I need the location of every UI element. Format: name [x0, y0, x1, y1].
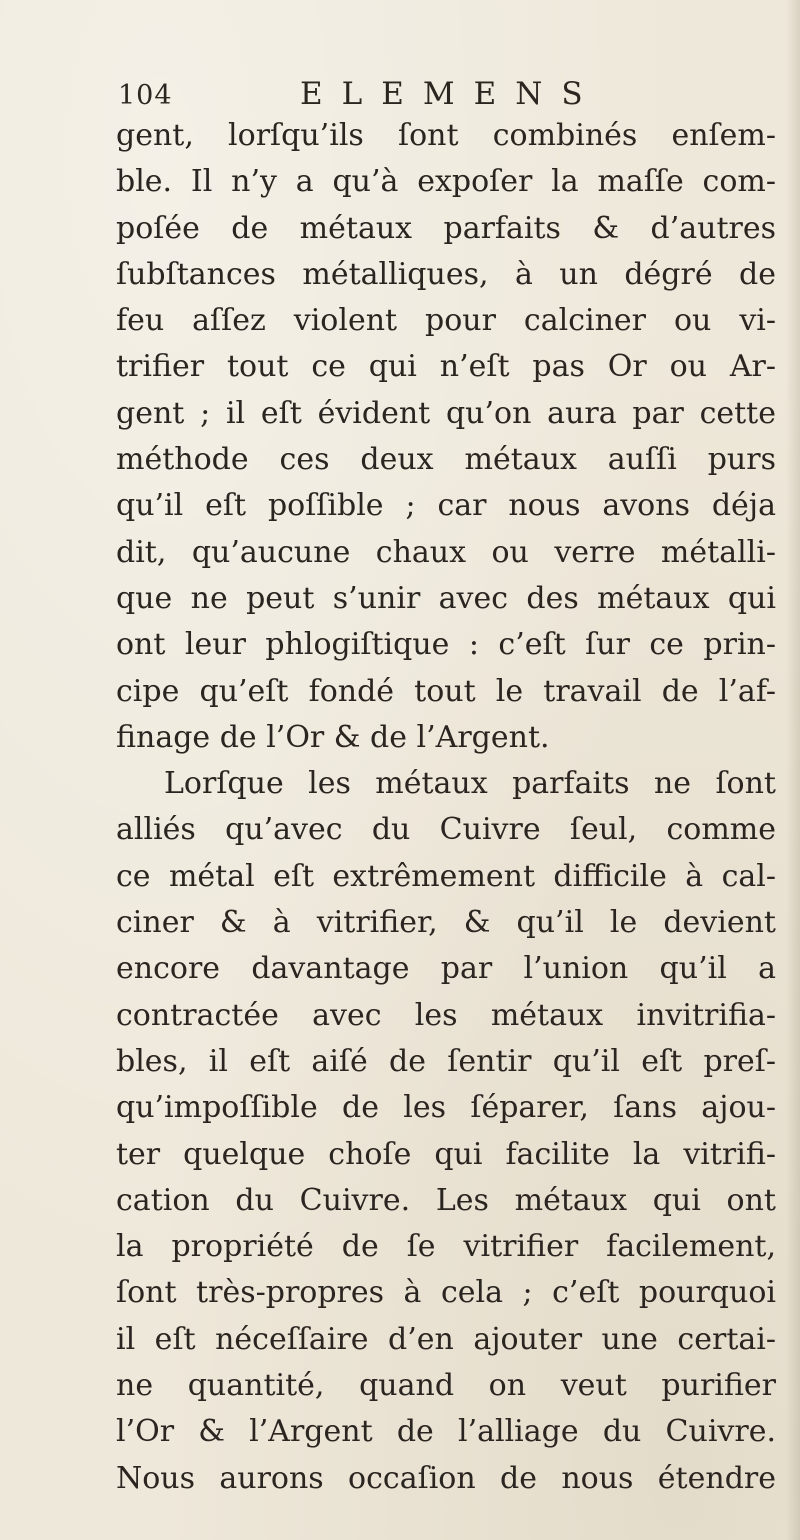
- text-line: cipe qu’eſt fondé tout le travail de l’af-: [116, 673, 776, 709]
- text-line: poſée de métaux parfaits & d’autres: [116, 210, 776, 246]
- text-line: il eſt néceſſaire d’en ajouter une certai-: [116, 1321, 776, 1357]
- text-line: ſubſtances métalliques, à un dégré de: [116, 256, 776, 292]
- text-line: contractée avec les métaux invitrifia-: [116, 997, 776, 1033]
- text-line: dit, qu’aucune chaux ou verre métalli-: [116, 534, 776, 570]
- text-line: méthode ces deux métaux auſſi purs: [116, 442, 776, 478]
- text-line: ble. Il n’y a qu’à expoſer la maſſe com-: [116, 164, 776, 200]
- text-line: ciner & à vitrifier, & qu’il le devient: [116, 905, 776, 941]
- text-line: la propriété de ſe vitrifier facilement,: [116, 1229, 776, 1265]
- text-line: gent ; il eſt évident qu’on aura par cette: [116, 395, 776, 431]
- text-line: qu’impoſſible de les ſéparer, ſans ajou-: [116, 1090, 776, 1126]
- text-line: feu aſſez violent pour calciner ou vi-: [116, 303, 776, 339]
- body-text: [116, 113, 776, 1502]
- running-title: ELEMENS: [300, 76, 602, 112]
- text-line: encore davantage par l’union qu’il a: [116, 951, 776, 987]
- page-number: 104: [118, 80, 173, 111]
- text-line: trifier tout ce qui n’eſt pas Or ou Ar-: [116, 349, 776, 385]
- text-line: ce métal eſt extrêmement difficile à cal-: [116, 858, 776, 894]
- page-edge-shadow: [786, 0, 800, 1540]
- text-line: que ne peut s’unir avec des métaux qui: [116, 580, 776, 616]
- paragraph-start-line: Lorſque les métaux parfaits ne ſont: [164, 766, 776, 802]
- text-line: ne quantité, quand on veut purifier: [116, 1368, 776, 1404]
- text-line: ont leur phlogiſtique : c’eſt ſur ce prin-: [116, 627, 776, 663]
- text-line: qu’il eſt poſſible ; car nous avons déja: [116, 488, 776, 524]
- text-line: cation du Cuivre. Les métaux qui ont: [116, 1182, 776, 1218]
- text-line: l’Or & l’Argent de l’alliage du Cuivre.: [116, 1414, 776, 1450]
- paragraph-end-line: finage de l’Or & de l’Argent.: [116, 719, 550, 755]
- text-line: ſont très-propres à cela ; c’eſt pourquoi: [116, 1275, 776, 1311]
- text-line: gent, lorſqu’ils ſont combinés enſem-: [116, 118, 776, 153]
- text-line: Nous aurons occaſion de nous étendre: [116, 1460, 776, 1496]
- text-line: bles, il eſt aiſé de ſentir qu’il eſt preſ-: [116, 1043, 776, 1079]
- page-header: [118, 76, 608, 116]
- text-line: ter quelque choſe qui facilite la vitrifi-: [116, 1136, 776, 1172]
- text-line: alliés qu’avec du Cuivre ſeul, comme: [116, 812, 776, 848]
